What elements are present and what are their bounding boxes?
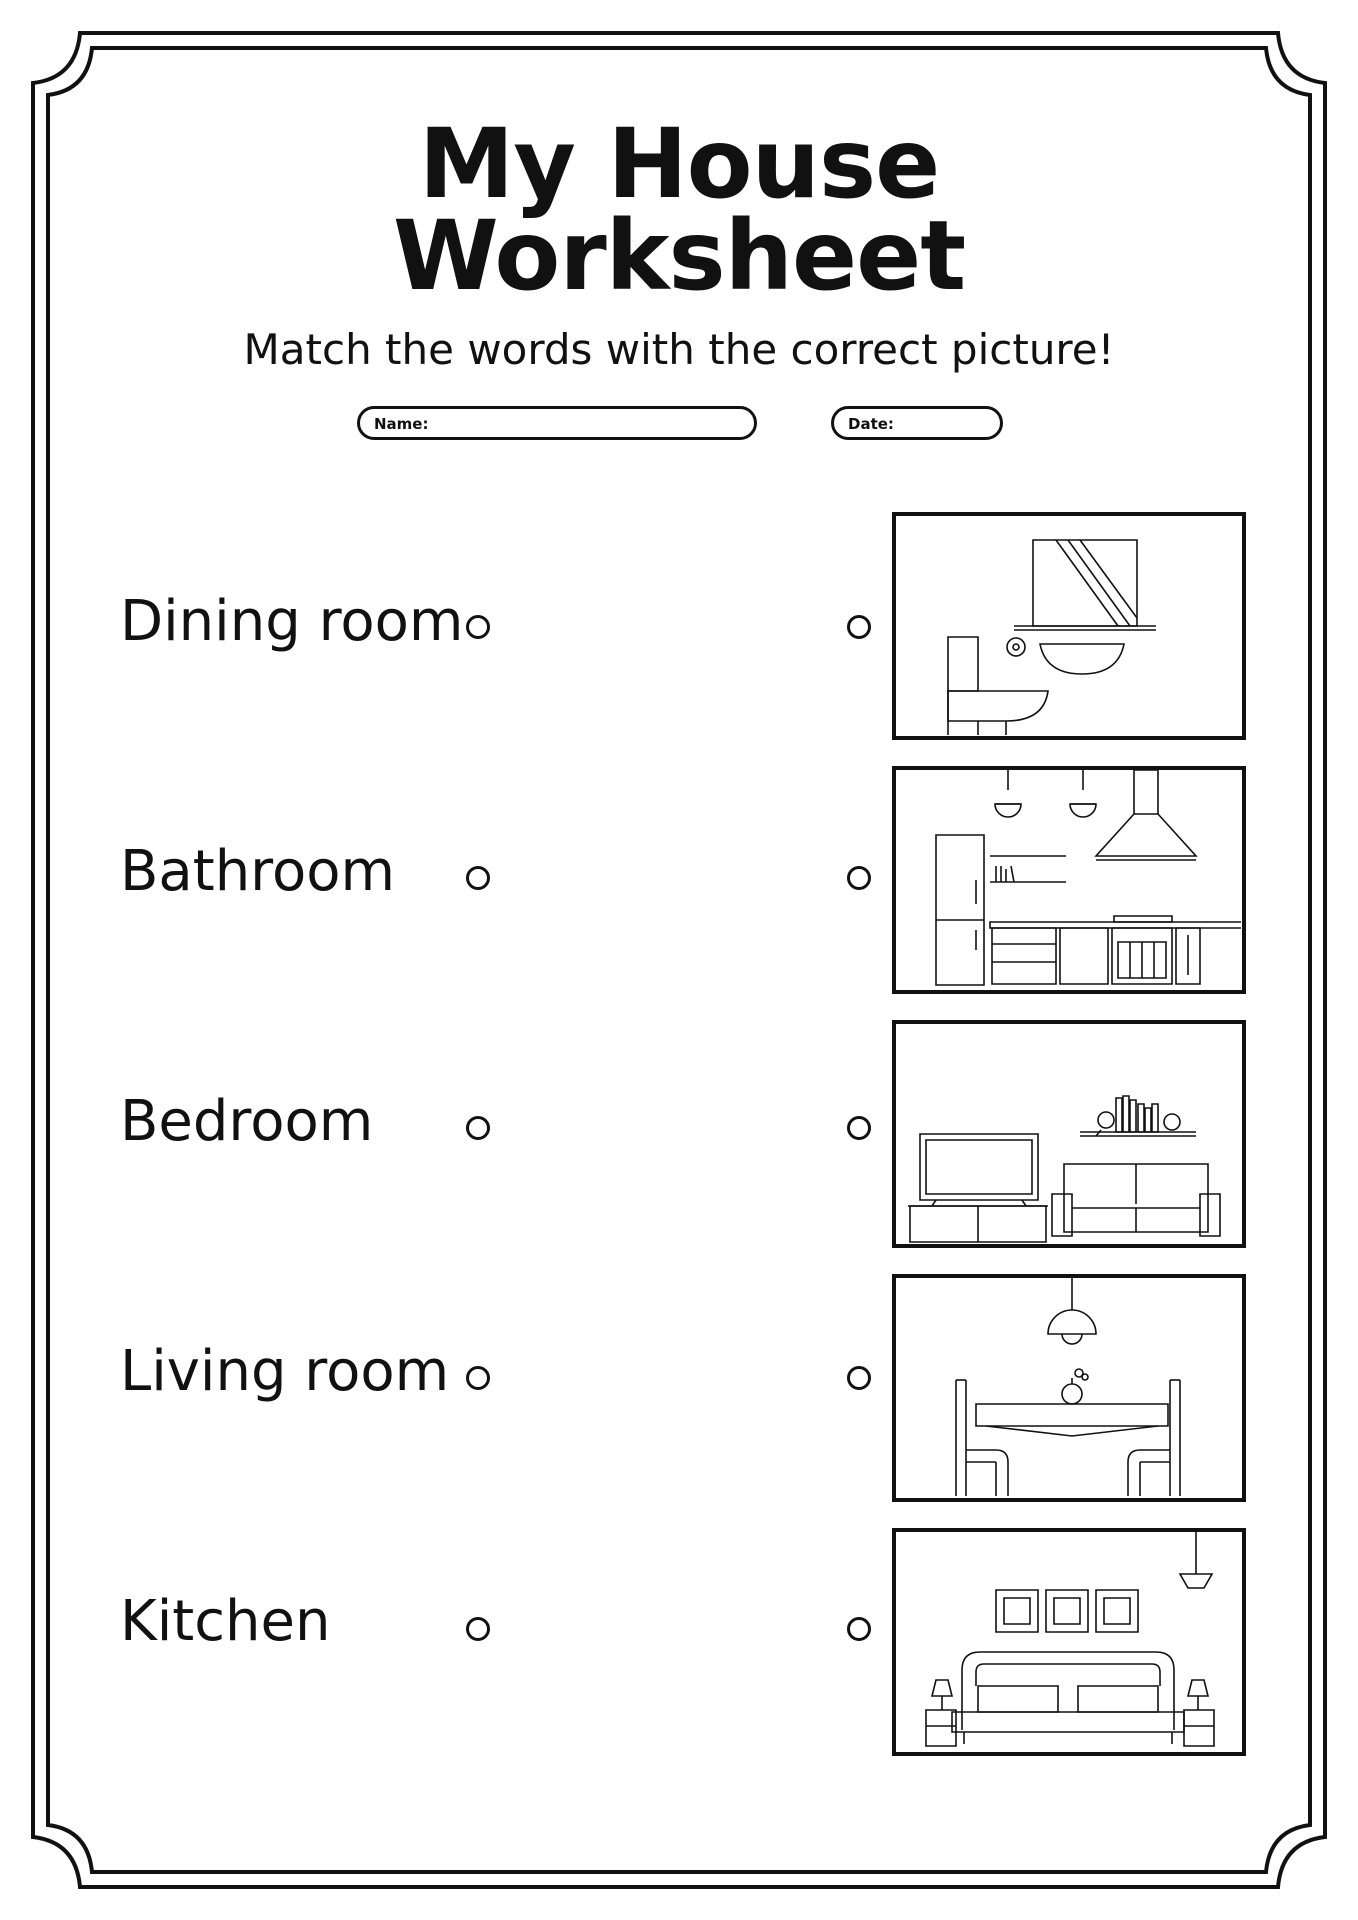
word-dot-3[interactable] — [466, 1116, 490, 1140]
word-living-room: Living room — [120, 1339, 450, 1404]
word-kitchen: Kitchen — [120, 1589, 331, 1654]
bathroom-scene-icon — [896, 516, 1241, 735]
word-bedroom: Bedroom — [120, 1089, 374, 1154]
date-field[interactable] — [831, 406, 1003, 440]
title-line-1: My House — [418, 108, 940, 220]
subtitle: Match the words with the correct picture! — [243, 325, 1115, 374]
bedroom-scene-icon — [896, 1532, 1241, 1751]
picture-dot-4[interactable] — [847, 1366, 871, 1390]
picture-dot-1[interactable] — [847, 615, 871, 639]
name-label: Name: — [374, 415, 429, 433]
picture-dot-2[interactable] — [847, 866, 871, 890]
word-dining-room: Dining room — [120, 589, 464, 654]
picture-dot-5[interactable] — [847, 1617, 871, 1641]
dining-room-scene-icon — [896, 1278, 1241, 1497]
word-dot-1[interactable] — [466, 615, 490, 639]
living-room-scene-icon — [896, 1024, 1241, 1243]
picture-dot-3[interactable] — [847, 1116, 871, 1140]
picture-2 — [892, 766, 1246, 994]
picture-4 — [892, 1274, 1246, 1502]
name-field[interactable] — [357, 406, 757, 440]
word-bathroom: Bathroom — [120, 839, 396, 904]
kitchen-scene-icon — [896, 770, 1241, 989]
word-dot-2[interactable] — [466, 866, 490, 890]
picture-5 — [892, 1528, 1246, 1756]
date-label: Date: — [848, 415, 894, 433]
picture-1 — [892, 512, 1246, 740]
title-line-2: Worksheet — [392, 200, 966, 312]
word-dot-5[interactable] — [466, 1617, 490, 1641]
word-dot-4[interactable] — [466, 1366, 490, 1390]
picture-3 — [892, 1020, 1246, 1248]
